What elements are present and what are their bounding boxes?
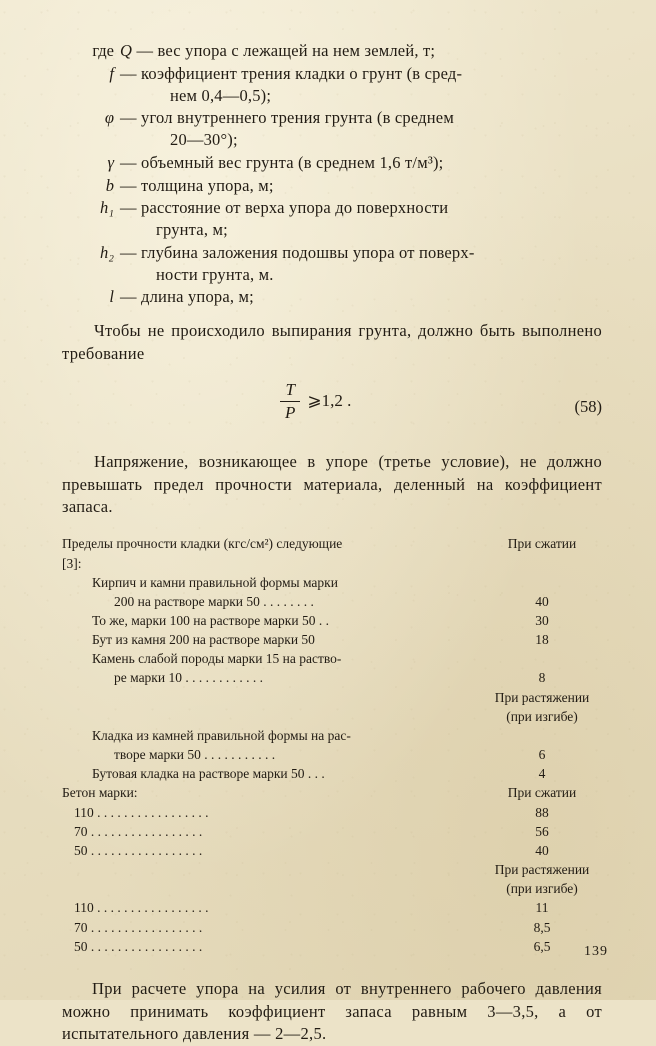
- paragraph-safety-factor: При расчете упора на усилия от внутреннего рабочего давления можно принимать коэффициент запаса равным 3—3,5, а от испытательного давления — 2—2,5.: [62, 978, 602, 1044]
- row-value: 40: [535, 593, 549, 609]
- definition-row: [62, 286, 602, 308]
- definition-q: Q — вес упора с лежащей на нем землей, т;: [120, 41, 436, 60]
- table-row: [62, 573, 602, 592]
- definition-gamma: — объемный вес грунта (в среднем 1,6 т/м³);: [120, 152, 444, 172]
- fraction-denominator: P: [285, 402, 296, 422]
- definitions-list: [62, 40, 602, 308]
- row-value: 6,5: [533, 938, 551, 954]
- row-label: ре марки 10 . . . . . . . . . . . .: [114, 670, 263, 686]
- row-value: 40: [535, 842, 549, 858]
- definition-h1-cont: грунта, м;: [156, 220, 228, 240]
- fraction-numerator: T: [285, 380, 295, 400]
- table-row: [62, 649, 602, 668]
- where-label: где: [92, 41, 114, 60]
- row-label: Бутовая кладка на растворе марки 50 . . .: [92, 766, 325, 782]
- table-row: [62, 726, 602, 745]
- table-row: [62, 668, 602, 687]
- table-intro-row: [62, 534, 602, 553]
- table-row: [62, 803, 602, 822]
- table-header-tension-line2-2: (при изгибе): [506, 881, 578, 897]
- table-intro-line1: Пределы прочности кладки (кгс/см²) следующие: [62, 536, 343, 552]
- definition-symbol-h2: h₂: [100, 242, 114, 262]
- table-intro-row2: [62, 554, 602, 573]
- definition-row: [62, 63, 602, 107]
- definition-symbol-b: b: [105, 175, 114, 195]
- row-value: 8,5: [533, 919, 551, 935]
- table-header-tension-row-3: [62, 860, 602, 879]
- definition-symbol-l: l: [109, 287, 114, 307]
- row-value: 11: [535, 900, 549, 916]
- row-label: Кирпич и камни правильной формы марки: [92, 574, 338, 590]
- table-header-tension-row-4: [62, 879, 602, 898]
- definition-symbol-h1: h₁: [100, 198, 114, 218]
- table-row: [62, 630, 602, 649]
- row-label: 50 . . . . . . . . . . . . . . . . .: [74, 842, 203, 858]
- definition-row: [62, 197, 602, 241]
- concrete-section-row: [62, 783, 602, 802]
- row-value: 18: [535, 632, 549, 648]
- definition-phi-cont: 20—30°);: [170, 130, 238, 150]
- row-value: 4: [538, 766, 546, 782]
- page-content: [62, 40, 602, 1046]
- strength-limits-table: [62, 534, 602, 955]
- table-header-compression: При сжатии: [507, 536, 577, 552]
- definition-row: [62, 107, 602, 151]
- table-row: [62, 918, 602, 937]
- table-row: [62, 822, 602, 841]
- concrete-label: Бетон марки:: [62, 785, 138, 801]
- table-header-tension-line1-2: При растяжении: [494, 862, 590, 878]
- definition-f-cont: нем 0,4—0,5);: [170, 85, 272, 105]
- formula-number: (58): [574, 397, 602, 417]
- definition-phi: — угол внутреннего трения грунта (в среднем 20—30°);: [120, 107, 602, 151]
- row-value: 30: [535, 613, 549, 628]
- paragraph-stress: Напряжение, возникающее в упоре (третье условие), не должно превышать предел прочности материала, деленный на коэффициент запаса.: [62, 452, 602, 516]
- table-header-tension-row: [62, 688, 602, 707]
- table-row: [62, 611, 602, 630]
- definition-row: [62, 40, 602, 62]
- row-value: 88: [535, 804, 549, 820]
- table-row: [62, 898, 602, 917]
- table-row: [62, 592, 602, 611]
- definition-b: — толщина упора, м;: [120, 175, 274, 195]
- row-value: 56: [535, 823, 549, 839]
- definition-h2-cont: ности грунта, м.: [156, 264, 274, 284]
- row-label: 50 . . . . . . . . . . . . . . . . .: [74, 938, 203, 954]
- definition-h1: — расстояние от верха упора до поверхности грунта, м;: [120, 197, 602, 241]
- definition-symbol-gamma: γ: [107, 152, 114, 172]
- row-label: 70 . . . . . . . . . . . . . . . . .: [74, 823, 203, 839]
- fraction-bar: [280, 401, 300, 402]
- table-row: [62, 764, 602, 783]
- table-header-tension-row2: [62, 707, 602, 726]
- formula-relation: ⩾1,2 .: [307, 391, 352, 411]
- fraction: [280, 381, 351, 422]
- definition-f: — коэффициент трения кладки о грунт (в сред- нем 0,4—0,5);: [120, 63, 602, 107]
- row-label: Кладка из камней правильной формы на рас-: [92, 727, 351, 743]
- row-label: То же, марки 100 на растворе марки 50 . .: [92, 613, 329, 628]
- definition-symbol-phi: φ: [104, 108, 114, 128]
- table-row: [62, 841, 602, 860]
- table-row: [62, 745, 602, 764]
- paragraph-requirement: Чтобы не происходило выпирания грунта, должно быть выполнено требование: [62, 321, 602, 363]
- row-label: 200 на растворе марки 50 . . . . . . . .: [114, 593, 314, 609]
- table-header-compression-2: При сжатии: [507, 785, 577, 801]
- definition-row: [62, 242, 602, 286]
- page-number: 139: [584, 944, 608, 959]
- table-intro-line2: [3]:: [62, 555, 82, 571]
- row-value: 6: [538, 747, 546, 763]
- table-row: [62, 937, 602, 956]
- definition-l: — длина упора, м;: [120, 287, 254, 307]
- row-value: 8: [538, 670, 546, 686]
- formula-58: [62, 381, 602, 437]
- definition-row: [62, 175, 602, 197]
- definition-symbol-f: f: [109, 63, 114, 83]
- row-label: Бут из камня 200 на растворе марки 50: [92, 632, 315, 648]
- table-header-tension-line1: При растяжении: [494, 689, 590, 705]
- row-label: Камень слабой породы марки 15 на раство-: [92, 651, 342, 667]
- row-label: 70 . . . . . . . . . . . . . . . . .: [74, 919, 203, 935]
- row-label: творе марки 50 . . . . . . . . . . .: [114, 747, 276, 763]
- row-label: 110 . . . . . . . . . . . . . . . . .: [74, 804, 209, 820]
- definition-h2: — глубина заложения подошвы упора от поверх- ности грунта, м.: [120, 242, 602, 286]
- definition-row: [62, 152, 602, 174]
- row-label: 110 . . . . . . . . . . . . . . . . .: [74, 900, 209, 916]
- table-header-tension-line2: (при изгибе): [506, 708, 578, 724]
